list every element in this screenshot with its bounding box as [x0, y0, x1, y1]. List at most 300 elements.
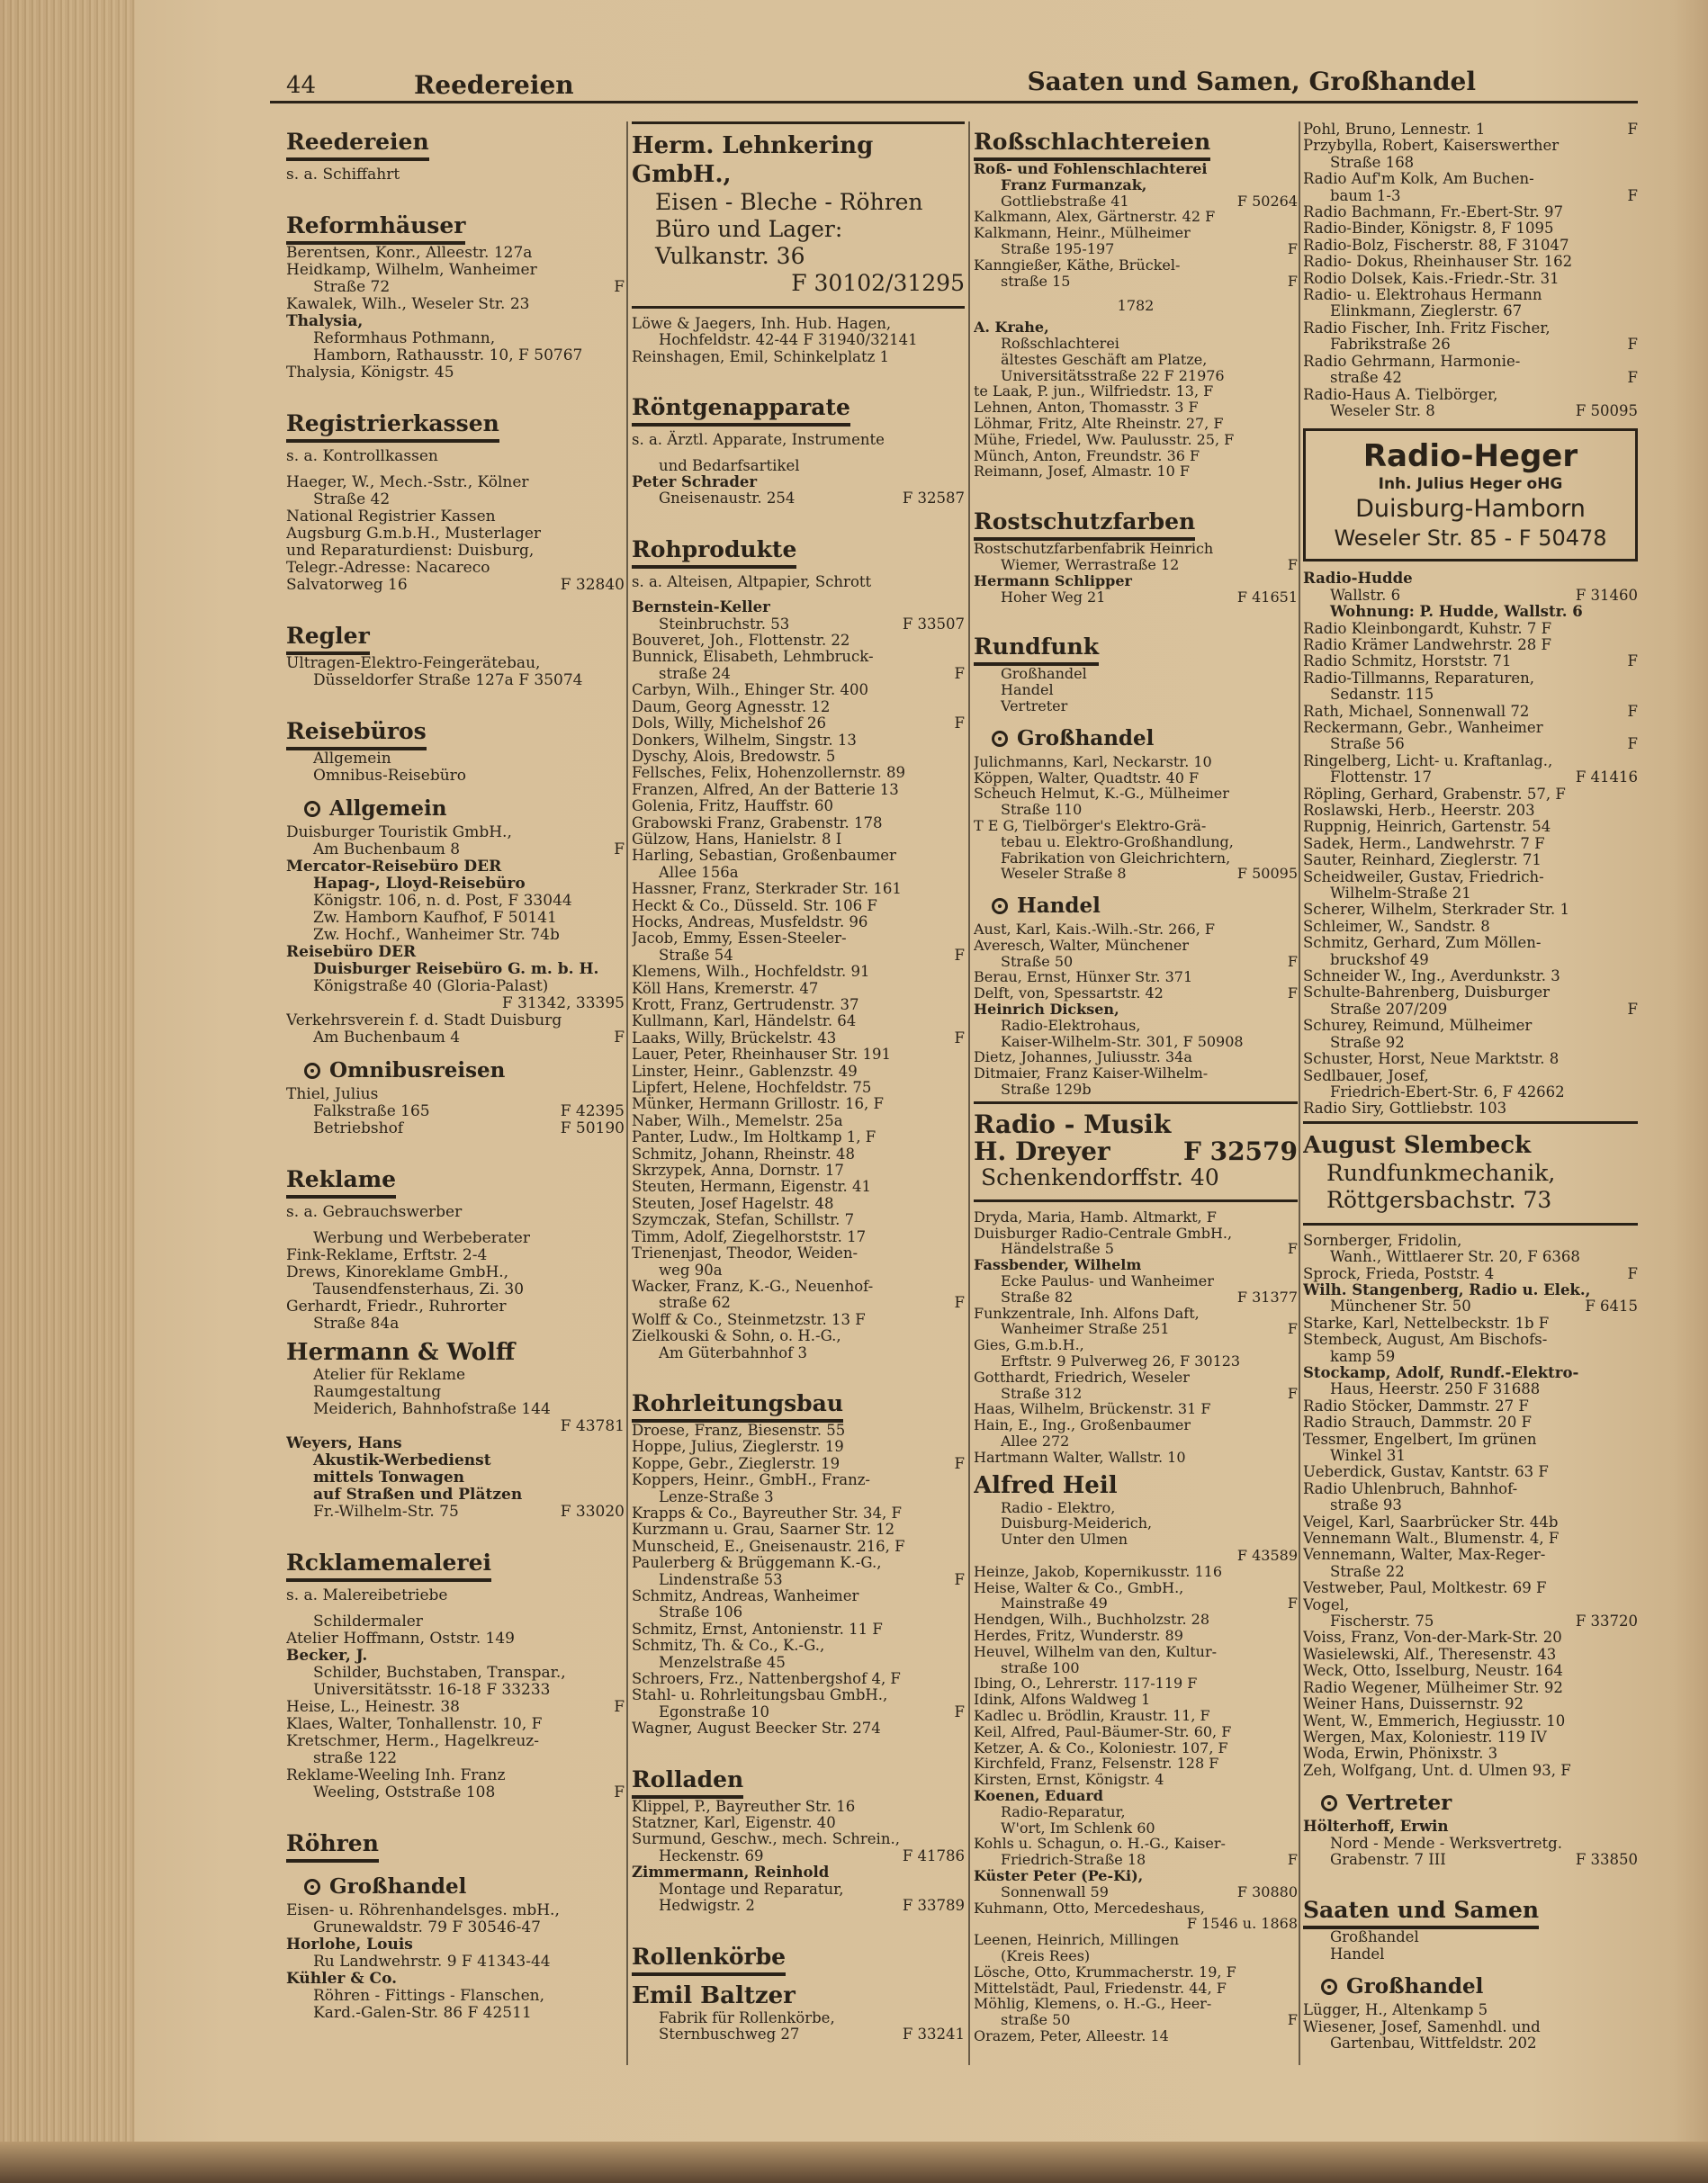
directory-entry — [974, 786, 1298, 802]
entry-text: Kaiser-Wilhelm-Str. 301, F 50908 — [1001, 1032, 1244, 1050]
cross-reference: s. a. Malereibetriebe — [286, 1586, 448, 1604]
entry-text: Elinkmann, Zieglerstr. 67 — [1330, 302, 1523, 320]
entry-text: te Laak, P. jun., Wilfriedstr. 13, F — [974, 382, 1214, 400]
entry-text: straße 122 — [313, 1749, 398, 1767]
entry-phone: F 42395 — [560, 1102, 625, 1120]
directory-entry — [1303, 1680, 1638, 1696]
entry-phone: F — [954, 1702, 965, 1720]
entry-text: Duisburg-Meiderich, — [1001, 1514, 1153, 1532]
entry-text: Radio Kleinbongardt, Kuhstr. 7 F — [1303, 619, 1552, 637]
entry-text: Heuvel, Wilhelm van den, Kultur- — [974, 1642, 1218, 1660]
column-divider — [1299, 121, 1300, 2065]
entry-text: Straße 106 — [659, 1604, 743, 1622]
entry-text: Delft, von, Spessartstr. 42 — [974, 984, 1164, 1002]
entry-text: Vogel, — [1303, 1595, 1350, 1613]
entry-text: Berentsen, Konr., Alleestr. 127a — [286, 244, 533, 262]
entry-text: Klippel, P., Bayreuther Str. 16 — [632, 1797, 856, 1815]
entry-text: Woda, Erwin, Phönixstr. 3 — [1303, 1745, 1498, 1763]
entry-text: Vertreter — [1001, 696, 1068, 714]
directory-entry — [632, 1864, 965, 1881]
directory-entry — [632, 997, 965, 1013]
entry-text: Straße 42 — [313, 490, 391, 508]
directory-entry — [974, 1306, 1298, 1322]
entry-text: Wanh., Wittlaerer Str. 20, F 6368 — [1330, 1248, 1580, 1266]
entry-text: Schroers, Frz., Nattenbergshof 4, F — [632, 1670, 901, 1688]
ad-name: H. Dreyer — [974, 1136, 1110, 1166]
directory-entry — [1303, 1531, 1638, 1547]
directory-entry — [974, 1450, 1298, 1466]
directory-entry — [286, 655, 625, 672]
directory-entry — [1303, 254, 1638, 270]
entry-text: Stembeck, August, Am Bischofs- — [1303, 1331, 1548, 1349]
entry-text: Zielkouski & Sohn, o. H.-G., — [632, 1327, 841, 1345]
directory-entry — [286, 1086, 625, 1103]
directory-entry — [1303, 621, 1638, 637]
entry-text: Fassbender, Wilhelm — [974, 1256, 1142, 1274]
entry-text: Sternbuschweg 27 — [659, 2025, 800, 2043]
entry-text: Friedrich-Straße 18 — [1001, 1851, 1146, 1869]
entry-text: Handel — [1330, 1945, 1385, 1963]
entry-text: Bernstein-Keller — [632, 598, 770, 616]
directory-entry — [286, 978, 625, 995]
directory-entry — [1303, 786, 1638, 803]
directory-entry — [632, 332, 965, 348]
directory-entry — [974, 1660, 1298, 1676]
entry-text: straße 100 — [1001, 1658, 1080, 1676]
directory-entry — [1303, 1068, 1638, 1084]
entry-text: Heckenstr. 69 — [659, 1846, 764, 1864]
cross-reference: s. a. Alteisen, Altpapier, Schrott — [632, 572, 872, 590]
entry-phone: F — [1627, 336, 1638, 354]
directory-entry — [974, 177, 1298, 193]
directory-entry — [286, 1902, 625, 1919]
directory-entry — [1303, 1432, 1638, 1448]
directory-entry — [974, 754, 1298, 770]
entry-text: Unter den Ulmen — [1001, 1531, 1128, 1549]
entry-text: Kohls u. Schagun, o. H.-G., Kaiser- — [974, 1835, 1226, 1853]
entry-phone: F — [614, 1783, 625, 1801]
directory-entry — [974, 383, 1298, 400]
entry-phone: F — [1287, 952, 1298, 970]
entry-text: Sprock, Frieda, Poststr. 4 — [1303, 1264, 1495, 1282]
entry-text: Hoppe, Julius, Zieglerstr. 19 — [632, 1438, 844, 1456]
directory-entry — [632, 316, 965, 332]
entry-text: Rostschutzfarbenfabrik Heinrich — [974, 540, 1214, 558]
entry-text: Lauer, Peter, Rheinhauser Str. 191 — [632, 1046, 892, 1064]
entry-text: straße 62 — [659, 1294, 731, 1312]
directory-entry — [1303, 1084, 1638, 1100]
directory-entry — [974, 1932, 1298, 1948]
entry-text: Dietz, Johannes, Juliusstr. 34a — [974, 1048, 1192, 1066]
section-heading: Rcklamemalerei — [286, 1550, 491, 1582]
section-heading: Röntgenapparate — [632, 394, 850, 427]
directory-entry — [1303, 570, 1638, 587]
directory-entry — [974, 682, 1298, 698]
subsection-heading — [992, 893, 1298, 920]
entry-text: Großhandel — [1330, 1928, 1419, 1946]
entry-text: Küster Peter (Pe-Ki), — [974, 1866, 1144, 1884]
page-number: 44 — [286, 72, 317, 99]
entry-text: Radio Fischer, Inh. Fritz Fischer, — [1303, 319, 1551, 337]
advertisement-radio-heger — [1303, 428, 1638, 561]
directory-entry — [286, 1784, 625, 1801]
section-heading-wrap — [286, 711, 625, 750]
entry-text: Straße 168 — [1330, 153, 1415, 171]
entry-phone: F — [1287, 1851, 1298, 1869]
entry-text: Grabowski Franz, Grabenstr. 178 — [632, 813, 883, 831]
entry-text: Pohl, Bruno, Lennestr. 1 — [1303, 121, 1486, 138]
entry-text: Vennemann Walt., Blumenstr. 4, F — [1303, 1530, 1560, 1548]
directory-entry — [974, 161, 1298, 177]
directory-entry — [632, 848, 965, 864]
directory-entry: F 43781 — [560, 1417, 625, 1435]
entry-text: Wilhelm-Straße 21 — [1330, 885, 1471, 903]
directory-entry — [1303, 1332, 1638, 1348]
directory-entry — [632, 1588, 965, 1604]
circle-bullet-icon — [304, 801, 320, 817]
entry-text: Münker, Hermann Grillostr. 16, F — [632, 1095, 884, 1113]
directory-entry — [974, 1337, 1298, 1353]
directory-entry — [632, 1539, 965, 1555]
directory-entry — [1303, 984, 1638, 1001]
entry-text: Duisburger Radio-Centrale GmbH., — [974, 1224, 1233, 1242]
entry-text: Trienenjast, Theodor, Weiden- — [632, 1244, 858, 1262]
entry-text: Stockamp, Adolf, Rundf.-Elektro- — [1303, 1363, 1579, 1381]
directory-entry — [974, 1433, 1298, 1450]
ad-line: Vulkanstr. 36 — [655, 243, 805, 269]
directory-entry — [632, 2010, 965, 2026]
entry-phone: F 31460 — [1575, 586, 1638, 604]
directory-entry — [632, 1898, 965, 1914]
directory-entry — [286, 768, 625, 785]
directory-entry — [1303, 1613, 1638, 1630]
entry-text: Stahl- u. Rohrleitungsbau GmbH., — [632, 1686, 888, 1704]
entry-phone: F — [614, 840, 625, 858]
section-heading: Reedereien — [286, 129, 429, 161]
directory-entry — [974, 1675, 1298, 1692]
section-heading: Reklame — [286, 1166, 396, 1199]
entry-text: Salvatorweg 16 — [286, 576, 408, 594]
entry-phone: F — [1627, 186, 1638, 204]
entry-phone: F — [614, 278, 625, 296]
directory-entry — [632, 633, 965, 649]
subsection-label: Großhandel — [1346, 1974, 1484, 1999]
directory-entry — [632, 1655, 965, 1671]
entry-phone: F 32587 — [902, 490, 965, 508]
entry-text: Weseler Str. 8 — [1330, 401, 1435, 419]
entry-text: Reimann, Josef, Almastr. 10 F — [974, 463, 1191, 481]
entry-text: Sadek, Herm., Landwehrstr. 7 F — [1303, 834, 1545, 852]
entry-text: Ruppnig, Heinrich, Gartenstr. 54 — [1303, 818, 1551, 836]
directory-entry — [1303, 637, 1638, 653]
directory-entry — [286, 577, 625, 594]
directory-entry — [632, 1163, 965, 1179]
entry-text: Mühe, Friedel, Ww. Paulusstr. 25, F — [974, 430, 1235, 448]
entry-text: Jacob, Emmy, Essen-Steeler- — [632, 930, 847, 948]
entry-text: Orazem, Peter, Alleestr. 14 — [974, 2026, 1169, 2044]
section-heading-wrap — [1303, 1890, 1638, 1929]
entry-text: Szymczak, Stefan, Schillstr. 7 — [632, 1211, 855, 1229]
section-heading: Rolladen — [632, 1766, 743, 1799]
directory-entry — [1303, 337, 1638, 353]
entry-text: Kuhmann, Otto, Mercedeshaus, — [974, 1899, 1205, 1917]
directory-entry — [1303, 1564, 1638, 1580]
directory-entry — [1303, 287, 1638, 303]
entry-text: Haus, Heerstr. 250 F 31688 — [1330, 1380, 1541, 1398]
directory-entry — [286, 1029, 625, 1047]
entry-number: 1782 — [1117, 297, 1155, 315]
entry-text: Fr.-Wilhelm-Str. 75 — [313, 1503, 459, 1521]
directory-entry — [974, 834, 1298, 850]
entry-text: Wergen, Max, Koloniestr. 119 IV — [1303, 1728, 1547, 1746]
directory-entry — [1303, 919, 1638, 935]
directory-entry — [974, 1692, 1298, 1708]
directory-entry — [286, 910, 625, 927]
directory-entry — [974, 770, 1298, 786]
directory-entry — [974, 1820, 1298, 1837]
entry-text: Weeling, Oststraße 108 — [313, 1783, 496, 1801]
entry-text: Zw. Hochf., Wanheimer Str. 74b — [313, 926, 560, 944]
directory-entry — [1303, 687, 1638, 703]
directory-entry — [286, 526, 625, 543]
entry-text: tebau u. Elektro-Großhandlung, — [1001, 832, 1234, 850]
entry-text: Vennemann, Walter, Max-Reger- — [1303, 1546, 1546, 1564]
entry-text: Heise, Walter & Co., GmbH., — [974, 1578, 1184, 1596]
directory-entry — [974, 1595, 1298, 1612]
entry-text: Reisebüro DER — [286, 943, 417, 961]
entry-text: Betriebshof — [313, 1119, 404, 1137]
entry-text: Straße 110 — [1001, 801, 1083, 819]
entry-text: Gottliebstraße 41 — [1001, 192, 1129, 210]
directory-entry — [974, 1628, 1298, 1644]
directory-entry — [286, 927, 625, 944]
directory-entry — [1303, 968, 1638, 984]
entry-text: Scheidweiler, Gustav, Friedrich- — [1303, 867, 1544, 885]
directory-entry — [1303, 869, 1638, 885]
entry-text: Möhlig, Klemens, o. H.-G., Heer- — [974, 1995, 1212, 2013]
entry-text: Handel — [1001, 681, 1054, 699]
directory-entry — [974, 1386, 1298, 1402]
directory-entry — [1303, 819, 1638, 835]
entry-text: Straße 22 — [1330, 1562, 1405, 1580]
entry-text: Schmitz, Ernst, Antonienstr. 11 F — [632, 1620, 883, 1638]
directory-entry — [632, 865, 965, 881]
entry-text: Falkstraße 165 — [313, 1102, 430, 1120]
entry-text: Heise, L., Heinestr. 38 — [286, 1698, 461, 1716]
entry-text: Roß- und Fohlenschlachterei — [974, 160, 1208, 177]
directory-entry — [1303, 2019, 1638, 2035]
entry-text: kamp 59 — [1330, 1347, 1396, 1365]
directory-entry — [974, 1034, 1298, 1050]
directory-entry — [632, 1229, 965, 1245]
entry-text: Klemens, Wilh., Hochfeldstr. 91 — [632, 963, 870, 981]
entry-text: und Bedarfsartikel — [659, 456, 800, 474]
entry-text: Straße 312 — [1001, 1384, 1083, 1402]
directory-entry — [632, 1013, 965, 1029]
directory-entry — [286, 508, 625, 526]
directory-entry — [1303, 1381, 1638, 1397]
directory-entry — [1303, 1514, 1638, 1531]
entry-text: Funkzentrale, Inh. Alfons Daft, — [974, 1304, 1200, 1322]
directory-entry — [974, 1321, 1298, 1337]
directory-entry — [286, 1504, 625, 1521]
directory-entry — [632, 930, 965, 947]
directory-entry — [974, 985, 1298, 1002]
cross-reference: s. a. Ärztl. Apparate, Instrumente — [632, 431, 885, 449]
subsection-label: Großhandel — [1017, 725, 1155, 750]
directory-entry — [974, 1964, 1298, 1981]
column-1 — [286, 121, 625, 2065]
entry-text: Haas, Wilhelm, Brückenstr. 31 F — [974, 1400, 1211, 1418]
entry-phone: F — [1627, 121, 1638, 138]
directory-entry — [1303, 1852, 1638, 1868]
section-heading: Saaten und Samen — [1303, 1897, 1539, 1929]
directory-entry — [974, 1515, 1298, 1532]
entry-text: Radio Siry, Gottliebstr. 103 — [1303, 1100, 1507, 1118]
directory-entry — [286, 364, 625, 382]
entry-text: Akustik-Werbedienst — [313, 1451, 491, 1469]
directory-entry — [632, 1179, 965, 1195]
entry-text: Röhren - Fittings - Flanschen, — [313, 1987, 545, 2005]
directory-entry — [974, 818, 1298, 834]
directory-entry — [974, 257, 1298, 274]
directory-entry — [632, 1279, 965, 1295]
entry-text: Fabrikation von Gleichrichtern, — [1001, 849, 1231, 867]
entry-text: Steuten, Josef Hagelstr. 48 — [632, 1194, 834, 1212]
entry-text: Radio Auf'm Kolk, Am Buchen- — [1303, 170, 1534, 188]
directory-entry — [974, 1804, 1298, 1820]
entry-text: Allgemein — [313, 750, 391, 768]
directory-entry — [1303, 1580, 1638, 1596]
entry-text: baum 1-3 — [1330, 186, 1401, 204]
directory-entry — [1303, 387, 1638, 403]
directory-entry — [1303, 653, 1638, 669]
directory-entry — [286, 944, 625, 961]
column-2 — [632, 121, 965, 2065]
directory-entry — [1303, 1929, 1638, 1945]
directory-entry — [974, 368, 1298, 384]
directory-entry — [974, 541, 1298, 557]
entry-text: Bunnick, Elisabeth, Lehmbruck- — [632, 648, 874, 666]
entry-text: Franzen, Alfred, An der Batterie 13 — [632, 780, 899, 798]
entry-text: Reckermann, Gebr., Wanheimer — [1303, 718, 1543, 736]
entry-text: Flottenstr. 17 — [1330, 768, 1432, 786]
directory-entry — [632, 798, 965, 814]
entry-text: und Reparaturdienst: Duisburg, — [286, 542, 535, 560]
directory-entry — [632, 1522, 965, 1538]
directory-entry — [632, 1129, 965, 1145]
directory-entry — [632, 1505, 965, 1522]
entry-text: Wilh. Stangenberg, Radio u. Elek., — [1303, 1280, 1591, 1298]
directory-entry — [974, 1788, 1298, 1804]
directory-entry — [632, 682, 965, 698]
entry-text: Winkel 31 — [1330, 1447, 1406, 1464]
entry-text: Sonnenwall 59 — [1001, 1882, 1109, 1900]
entry-text: Schuster, Horst, Neue Marktstr. 8 — [1303, 1050, 1560, 1068]
entry-text: Grabenstr. 7 III — [1330, 1850, 1446, 1868]
entry-text: Sornberger, Fridolin, — [1303, 1231, 1462, 1249]
directory-entry — [286, 1384, 625, 1401]
entry-text: Reinshagen, Emil, Schinkelplatz 1 — [632, 347, 890, 365]
directory-entry — [1303, 204, 1638, 220]
page-edge-stack — [0, 0, 135, 2183]
directory-entry — [632, 599, 965, 615]
entry-text: Steinbruchstr. 53 — [659, 615, 790, 633]
directory-entry — [286, 560, 625, 577]
entry-text: Straße 72 — [313, 278, 391, 296]
ad-city: Duisburg-Hamborn — [1355, 495, 1586, 524]
directory-entry — [632, 1572, 965, 1588]
directory-entry — [632, 914, 965, 930]
entry-text: Went, W., Emmerich, Hegiusstr. 10 — [1303, 1711, 1566, 1729]
ad-address: Weseler Str. 85 - F 50478 — [1334, 526, 1607, 552]
entry-text: Thalysia, Königstr. 45 — [286, 364, 454, 382]
directory-entry — [632, 1831, 965, 1847]
entry-text: Averesch, Walter, Münchener — [974, 936, 1189, 954]
section-heading-wrap — [286, 205, 625, 245]
entry-text: Schneider W., Ing., Averdunkstr. 3 — [1303, 967, 1560, 985]
entry-phone: F 50095 — [1575, 401, 1638, 419]
directory-entry — [1303, 935, 1638, 951]
advertisement-lehnkering — [632, 121, 965, 309]
directory-entry — [1303, 836, 1638, 852]
directory-entry — [974, 336, 1298, 352]
header-left-title: Reedereien — [414, 70, 574, 100]
section-heading: Regler — [286, 623, 370, 655]
entry-text: Weck, Otto, Isselburg, Neustr. 164 — [1303, 1662, 1563, 1680]
entry-text: Peter Schrader — [632, 473, 758, 491]
entry-text: Schildermaler — [313, 1613, 423, 1631]
directory-entry — [974, 866, 1298, 882]
directory-entry — [974, 1900, 1298, 1917]
entry-text: Ueberdick, Gustav, Kantstr. 63 F — [1303, 1463, 1549, 1481]
entry-text: Radio-Bolz, Fischerstr. 88, F 31047 — [1303, 236, 1569, 254]
entry-text: Gies, G.m.b.H., — [974, 1336, 1084, 1354]
directory-entry — [1303, 1763, 1638, 1779]
section-heading-wrap — [286, 403, 625, 443]
directory-entry — [286, 1631, 625, 1648]
entry-text: Atelier Hoffmann, Oststr. 149 — [286, 1630, 515, 1648]
entry-text: Gülzow, Hans, Hanielstr. 8 I — [632, 830, 842, 848]
entry-phone: F — [1287, 2011, 1298, 2029]
entry-text: Haeger, W., Mech.-Sstr., Kölner — [286, 473, 529, 491]
directory-entry — [286, 1452, 625, 1469]
entry-phone: F — [954, 1294, 965, 1312]
entry-text: weg 90a — [659, 1261, 723, 1279]
entry-text: Atelier für Reklame — [313, 1366, 466, 1384]
advertiser-name: Emil Baltzer — [632, 1981, 796, 2009]
section-heading: Roßschlachtereien — [974, 129, 1210, 161]
entry-text: Hapag-, Lloyd-Reisebüro — [313, 875, 526, 893]
column-divider — [626, 121, 628, 2065]
ad-phone: F 30102/31295 — [791, 270, 965, 296]
entry-text: Ru Landwehrstr. 9 F 41343-44 — [313, 1953, 551, 1971]
entry-text: Allee 156a — [659, 863, 739, 881]
directory-entry — [632, 1212, 965, 1228]
entry-phone: F 32840 — [560, 576, 625, 594]
entry-text: Münch, Anton, Freundstr. 36 F — [974, 446, 1200, 464]
directory-entry — [286, 1012, 625, 1029]
entry-text: Radio Stöcker, Dammstr. 27 F — [1303, 1397, 1529, 1415]
directory-entry — [632, 964, 965, 980]
directory-entry — [632, 1345, 965, 1361]
entry-text: Hoher Weg 21 — [1001, 588, 1106, 606]
column-divider — [968, 121, 970, 2065]
entry-text: A. Krahe, — [974, 319, 1049, 337]
directory-entry — [632, 1047, 965, 1063]
subsection-heading — [304, 1873, 625, 1900]
entry-text: straße 42 — [1330, 369, 1402, 387]
